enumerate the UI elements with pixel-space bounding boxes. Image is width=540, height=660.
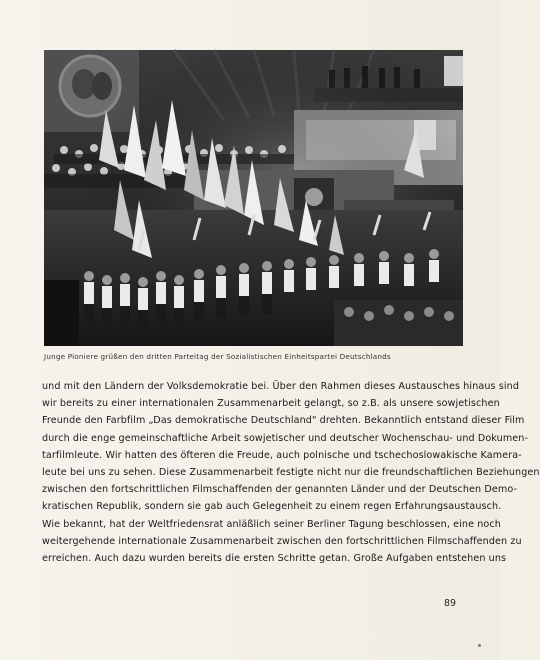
body-paragraph [42, 378, 540, 567]
text-line: zwischen den fortschrittlichen Filmschaffenden der genannten Länder und der Deutschen Demo- [42, 484, 518, 496]
text-line: durch die enge gemeinschaftliche Arbeit sowjetischer und deutscher Wochenschau- und Dokumen- [42, 432, 529, 444]
page-number: 89 [444, 598, 457, 609]
text-line: Wie bekannt, hat der Weltfriedensrat anläßlich seiner Berliner Tagung beschlossen, eine noch [42, 518, 501, 530]
text-line: und mit den Ländern der Volksdemokratie bei. Über den Rahmen dieses Austausches hinaus sind [42, 381, 520, 392]
figure-caption: Junge Pioniere grüßen den dritten Parteitag der Sozialistischen Einheitspartei Deutschlands [44, 352, 391, 361]
photograph-pioneers-rally [44, 50, 463, 346]
text-line: erreichen. Auch dazu wurden bereits die ersten Schritte getan. Große Aufgaben entstehen uns [42, 553, 507, 565]
text-line: tarfilmleute. Wir hatten des öfteren die Freude, auch polnische und tschechoslowakische Kamera- [42, 449, 522, 461]
text-line: wir bereits zu einer internationalen Zusammenarbeit gelangt, so z.B. als unsere sowjetischen [42, 398, 500, 410]
text-line: Freunde den Farbfilm „Das demokratische Deutschland" drehten. Bekanntlich entstand dieser Film [42, 415, 525, 427]
text-line: leute bei uns zu sehen. Diese Zusammenarbeit festigte nicht nur die freundschaftlichen Beziehungen [42, 467, 540, 479]
text-line: kratischen Republik, sondern sie gab auch Gelegenheit zu einem regen Erfahrungsaustausch. [42, 501, 502, 513]
page-mark [478, 644, 481, 647]
text-line: weitergehende internationale Zusammenarbeit zwischen den fortschrittlichen Filmschaffenden zu [42, 535, 522, 547]
